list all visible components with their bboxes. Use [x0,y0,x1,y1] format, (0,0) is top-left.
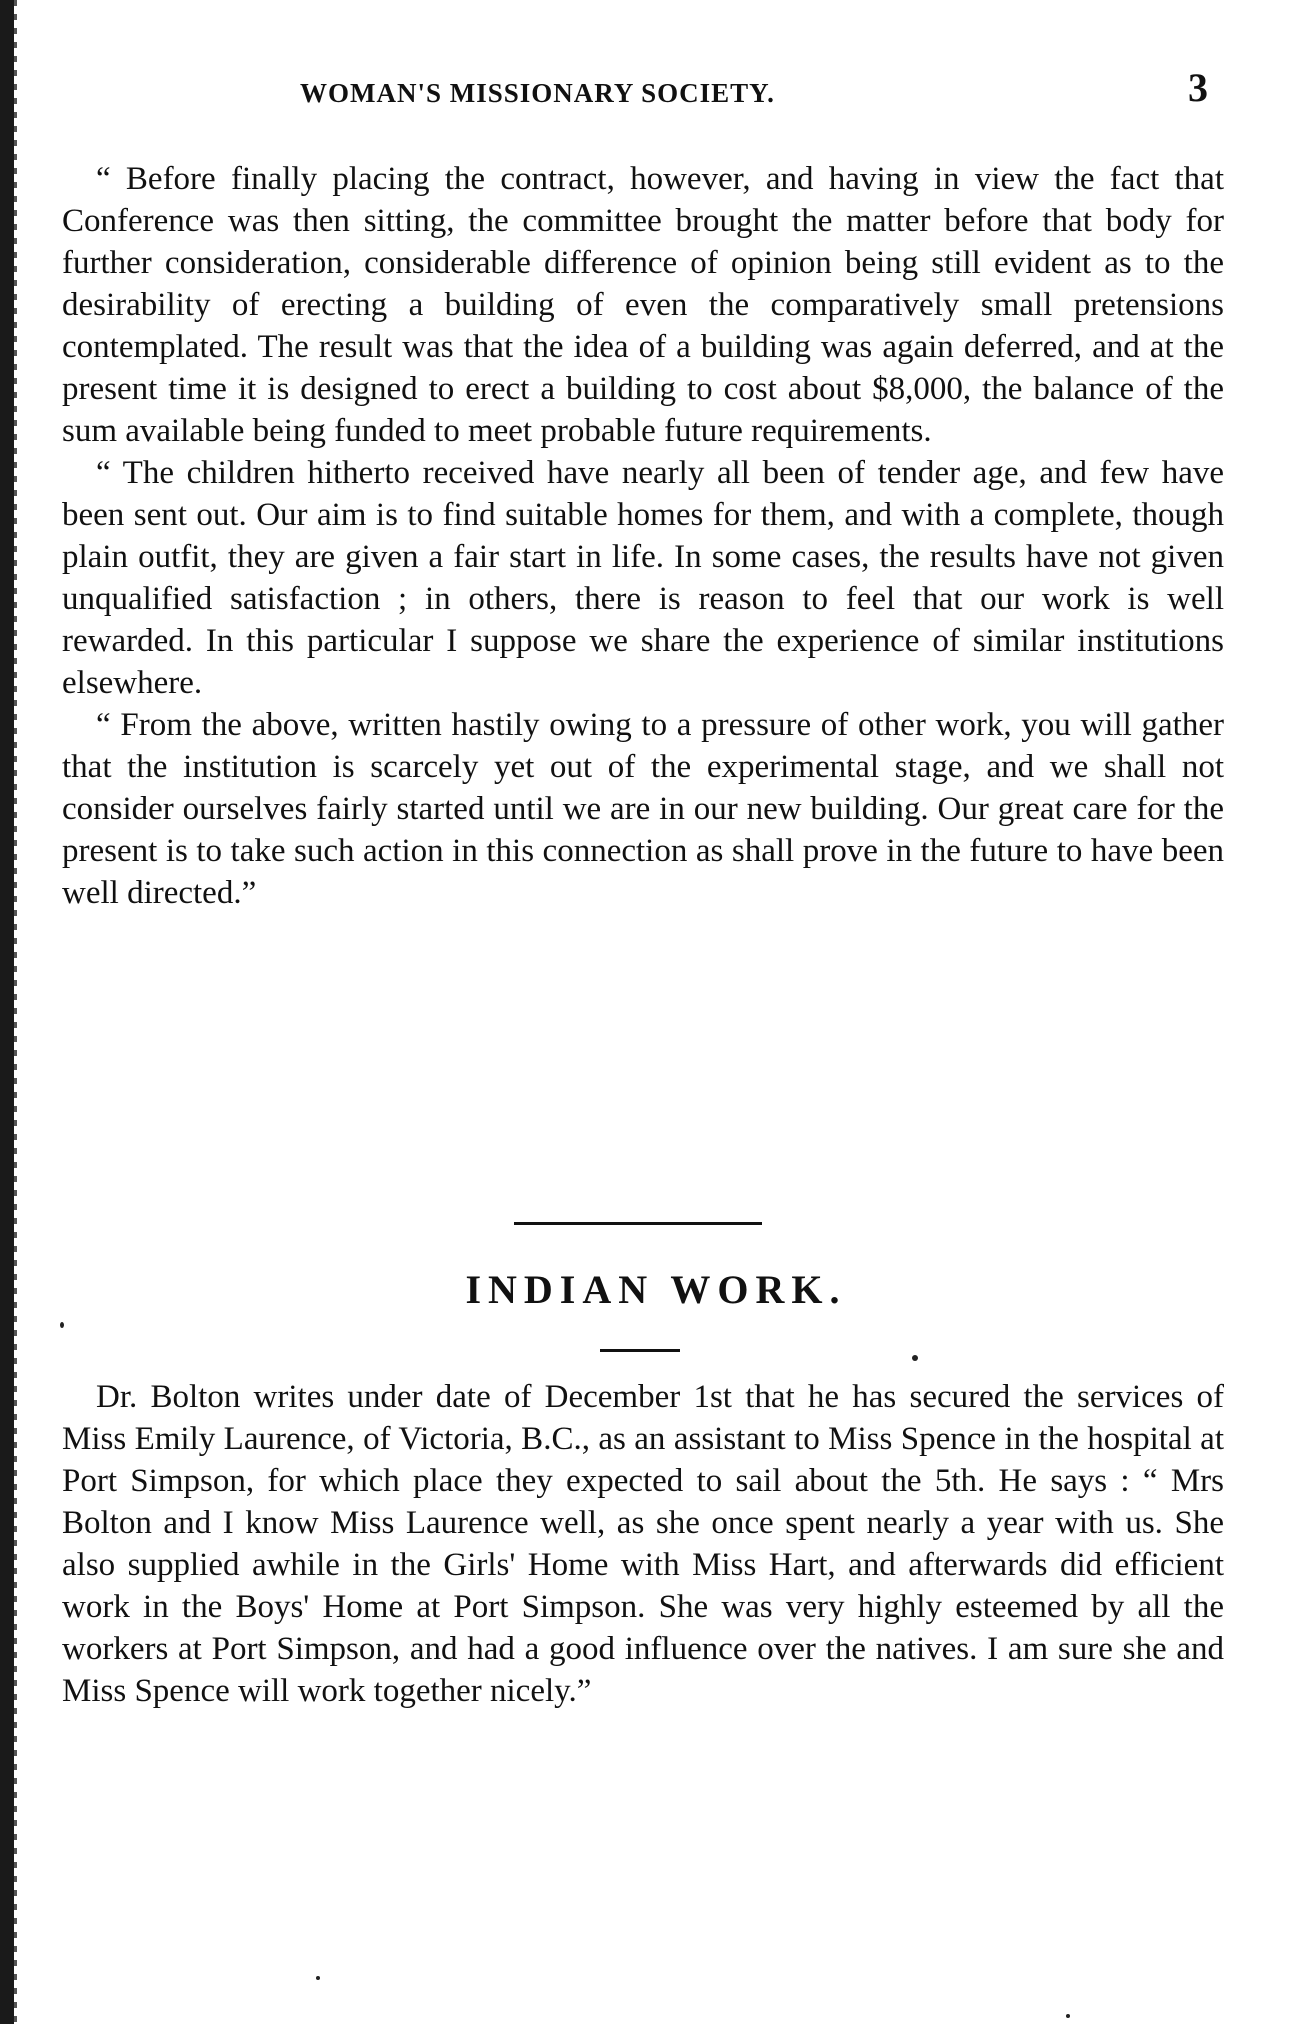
page-number: 3 [1188,65,1208,110]
article-body [62,158,1224,914]
print-speck [912,1355,918,1361]
page-binding-edge [14,0,17,2024]
paragraph: Dr. Bolton writes under date of December 1st that he has secured the services of Miss Emily Laurence, of Victoria, B.C., as an assistant to Miss Spence in the hospital at Port Simpson, for which place they expected to sail about the 5th. He says : “ Mrs Bolton and I know Miss Laurence well, as she once spent nearly a year with us. She also supplied awhile in the Girls' Home with Miss Hart, and afterwards did efficient work in the Boys' Home at Port Simpson. She was very highly esteemed by all the workers at Port Simpson, and had a good influence over the natives. I am sure she and Miss Spence will work together nicely.” [62,1379,1224,1709]
section-divider-rule [514,1222,762,1225]
running-title: WOMAN'S MISSIONARY SOCIETY. [300,78,775,108]
paragraph: “ Before finally placing the contract, however, and having in view the fact that Conference was then sitting, the committee brought the matter before that body for further consideration, considerable difference of opinion being still evident as to the desirability of erecting a building of even the comparatively small pretensions contemplated. The result was that the idea of a building was again deferred, and at the present time it is designed to erect a building to cost about $8,000, the balance of the sum available being funded to meet probable future requirements. [62,161,1224,449]
print-speck [1066,2014,1070,2018]
print-speck [316,1976,320,1980]
page-spine-shadow [0,0,14,2024]
paragraph: “ The children hitherto received have nearly all been of tender age, and few have been sent out. Our aim is to find suitable homes for them, and with a complete, though plain outfit, they are given a fair start in life. In some cases, the results have not given unqualified satisfaction ; in others, there is reason to feel that our work is well rewarded. In this particular I suppose we share the experience of similar institutions elsewhere. [62,455,1224,701]
heading-underline-rule [600,1349,680,1352]
section-body [62,1376,1224,1712]
section-heading: INDIAN WORK. [465,1267,847,1312]
paragraph: “ From the above, written hastily owing to a pressure of other work, you will gather that the institution is scarcely yet out of the experimental stage, and we shall not consider ourselves fairly started until we are in our new building. Our great care for the present is to take such action in this connection as shall prove in the future to have been well directed.” [62,707,1224,911]
print-speck [60,1322,64,1328]
